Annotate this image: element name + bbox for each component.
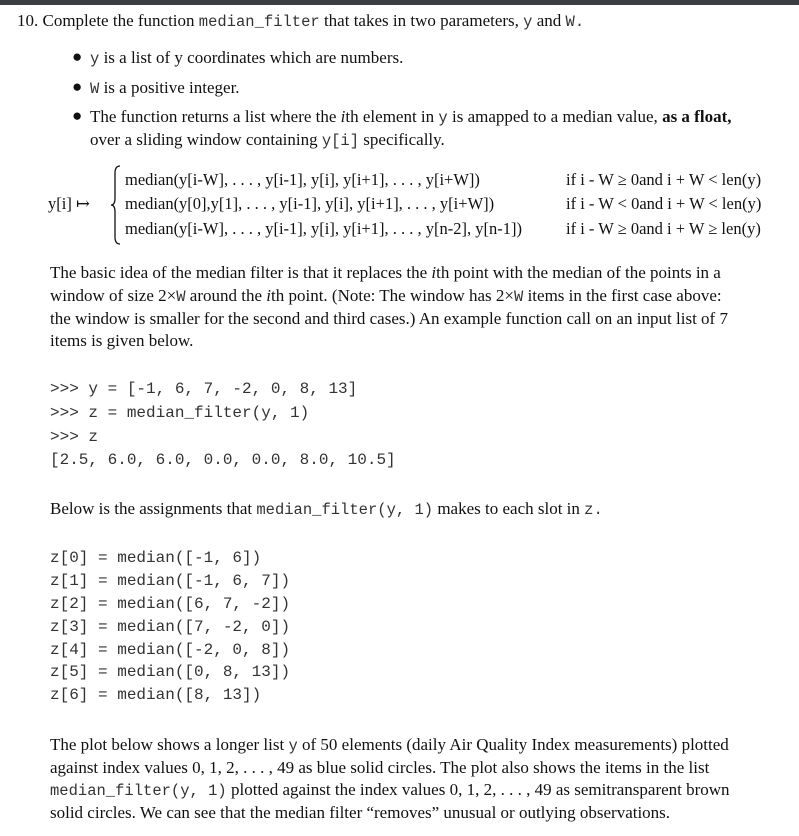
- paragraph-line: items is given below.: [50, 331, 194, 350]
- case-condition: if i - W ≥ 0and i + W ≥ len(y): [566, 219, 761, 238]
- assignment-line: z[3] = median([7, -2, 0]): [50, 618, 291, 636]
- paragraph-line: solid circles. We can see that the median filter “removes” unusual or outlying observations.: [50, 803, 671, 822]
- bullet-icon: ●: [72, 47, 83, 66]
- top-bar: [0, 0, 799, 5]
- assignment-line: z[1] = median([-1, 6, 7]): [50, 572, 291, 590]
- question-header: 10. Complete the function median_filter that takes in two parameters, y and W.: [17, 11, 585, 31]
- bullet-item: y is a list of y coordinates which are numbers.: [90, 48, 404, 68]
- paragraph-line: Below is the assignments that median_filter(y, 1) makes to each slot in z.: [50, 499, 603, 519]
- assignment-line: z[2] = median([6, 7, -2]): [50, 595, 291, 613]
- paragraph-line: The plot below shows a longer list y of 50 elements (daily Air Quality Index measurements) plotted: [50, 735, 729, 755]
- bullet-icon: ●: [72, 106, 83, 125]
- assignment-line: z[4] = median([-2, 0, 8]): [50, 641, 291, 659]
- bullet-item: W is a positive integer.: [90, 78, 240, 98]
- case-condition: if i - W < 0and i + W < len(y): [566, 194, 762, 213]
- case-condition: if i - W ≥ 0and i + W < len(y): [566, 170, 762, 189]
- case-expression: median(y[i-W], . . . , y[i-1], y[i], y[i+1], . . . , y[i+W]): [125, 170, 480, 189]
- bullet-item: The function returns a list where the ith element in y is amapped to a median value, as a float,: [90, 107, 732, 127]
- question-number: 10.: [17, 11, 39, 30]
- paragraph-line: The basic idea of the median filter is that it replaces the ith point with the median of the points in a: [50, 263, 721, 282]
- paragraph-line: median_filter(y, 1) plotted against the index values 0, 1, 2, . . . , 49 as semitransparent brown: [50, 780, 730, 800]
- code-line: >>> y = [-1, 6, 7, -2, 0, 8, 13]: [50, 380, 358, 398]
- code-output: [2.5, 6.0, 6.0, 0.0, 0.0, 8.0, 10.5]: [50, 451, 396, 469]
- paragraph-line: the window is smaller for the second and third cases.) An example function call on an input list of 7: [50, 309, 728, 328]
- assignment-line: z[6] = median([8, 13]): [50, 686, 262, 704]
- left-brace-icon: [111, 165, 121, 245]
- assignment-line: z[0] = median([-1, 6]): [50, 549, 262, 567]
- assignment-line: z[5] = median([0, 8, 13]): [50, 663, 291, 681]
- code-line: >>> z = median_filter(y, 1): [50, 404, 310, 422]
- function-name: median_filter: [198, 13, 320, 31]
- cases-lhs: y[i] ↦: [48, 194, 90, 213]
- paragraph-line: against index values 0, 1, 2, . . . , 49 as blue solid circles. The plot also shows the items in the list: [50, 758, 710, 777]
- case-expression: median(y[0],y[1], . . . , y[i-1], y[i], y[i+1], . . . , y[i+W]): [125, 194, 495, 213]
- paragraph-line: window of size 2×W around the ith point. (Note: The window has 2×W items in the first case above:: [50, 286, 722, 306]
- bullet-icon: ●: [72, 77, 83, 96]
- bullet-item-continued: over a sliding window containing y[i] specifically.: [90, 130, 445, 150]
- case-expression: median(y[i-W], . . . , y[i-1], y[i], y[i+1], . . . , y[n-2], y[n-1]): [125, 219, 522, 238]
- code-line: >>> z: [50, 428, 99, 446]
